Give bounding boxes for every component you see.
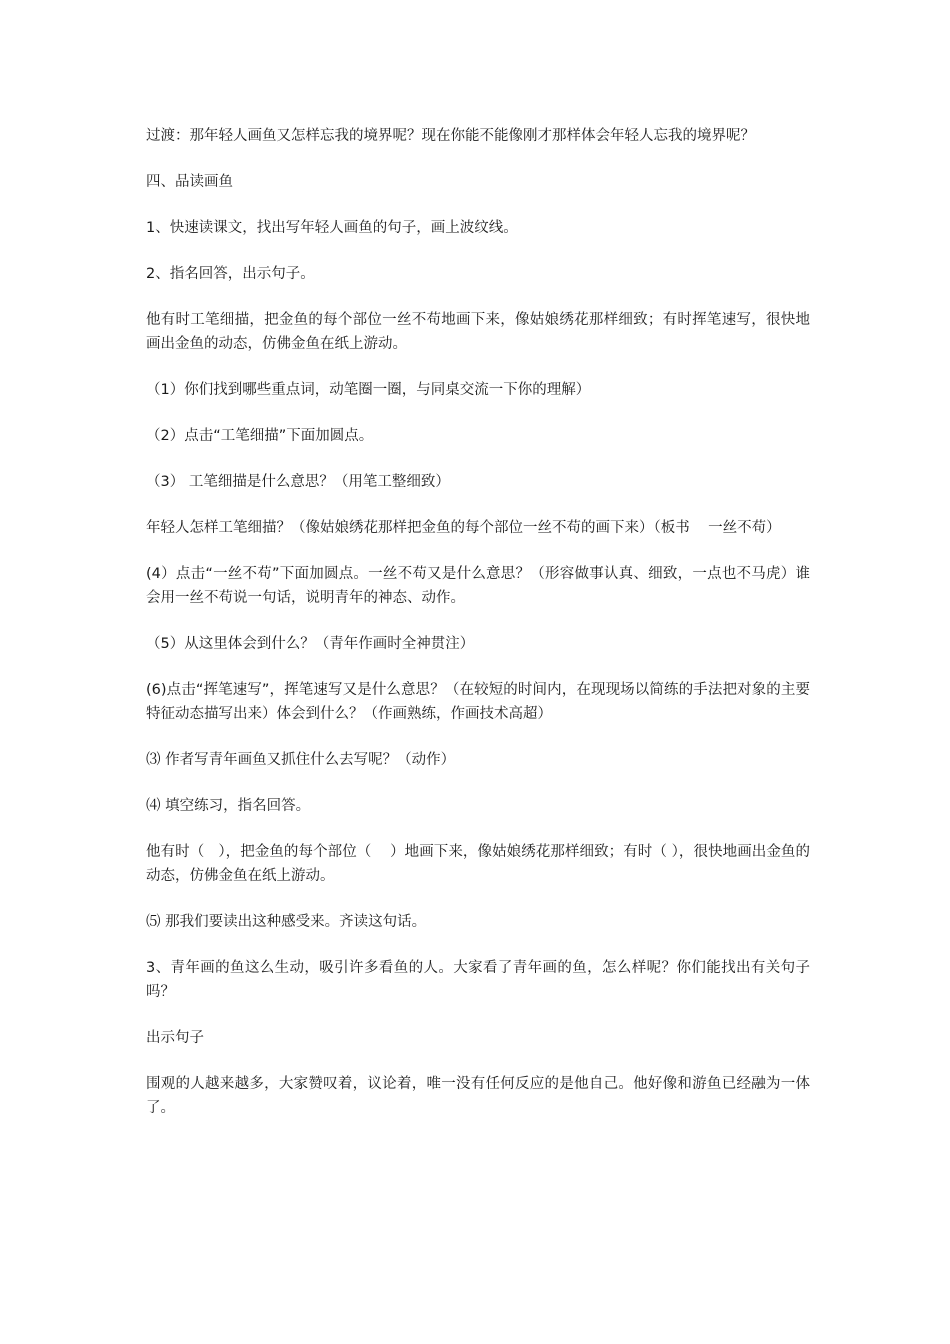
paragraph-item-1: （1）你们找到哪些重点词，动笔圈一圈，与同桌交流一下你的理解） bbox=[146, 382, 591, 398]
paragraph-item-2: （2）点击“工笔细描”下面加圆点。 bbox=[146, 428, 374, 444]
paragraph-transition: 过渡：那年轻人画鱼又怎样忘我的境界呢？现在你能不能像刚才那样体会年轻人忘我的境界呢？ bbox=[146, 128, 755, 144]
paragraph-item-4: (4）点击“一丝不苟”下面加圆点。一丝不苟又是什么意思？（形容做事认真、细致，一点也不马虎）谁会用一丝不苟说一句话，说明青年的神态、动作。 bbox=[146, 566, 810, 606]
paragraph-step-1: 1、快速读课文，找出写年轻人画鱼的句子，画上波纹线。 bbox=[146, 220, 518, 236]
paragraph-item-3b: ⑶ 作者写青年画鱼又抓住什么去写呢？（动作） bbox=[146, 752, 456, 768]
paragraph-item-5b: ⑸ 那我们要读出这种感受来。齐读这句话。 bbox=[146, 914, 427, 930]
paragraph-item-6: (6)点击“挥笔速写”，挥笔速写又是什么意思？（在较短的时间内，在现现场以简练的手法把对象的主要特征动态描写出来）体会到什么？（作画熟练，作画技术高超） bbox=[146, 682, 810, 722]
paragraph-fill-blank: 他有时（ ），把金鱼的每个部位（ ）地画下来，像姑娘绣花那样细致；有时（ ），很快地画出金鱼的动态，仿佛金鱼在纸上游动。 bbox=[146, 844, 810, 884]
document-body bbox=[146, 124, 810, 1142]
paragraph-item-5: （5）从这里体会到什么？（青年作画时全神贯注） bbox=[146, 636, 475, 652]
paragraph-item-3: （3） 工笔细描是什么意思？（用笔工整细致） bbox=[146, 474, 450, 490]
paragraph-show-sentence: 出示句子 bbox=[146, 1030, 204, 1046]
paragraph-item-4b: ⑷ 填空练习，指名回答。 bbox=[146, 798, 311, 814]
paragraph-onlookers: 围观的人越来越多，大家赞叹着，议论着，唯一没有任何反应的是他自己。他好像和游鱼已经融为一体了。 bbox=[146, 1076, 810, 1116]
paragraph-step-2: 2、指名回答，出示句子。 bbox=[146, 266, 315, 282]
paragraph-quote-sentence: 他有时工笔细描，把金鱼的每个部位一丝不苟地画下来，像姑娘绣花那样细致；有时挥笔速写，很快地画出金鱼的动态，仿佛金鱼在纸上游动。 bbox=[146, 312, 810, 352]
paragraph-step-3: 3、青年画的鱼这么生动，吸引许多看鱼的人。大家看了青年画的鱼，怎么样呢？你们能找出有关句子吗？ bbox=[146, 960, 810, 1000]
section-heading-4: 四、品读画鱼 bbox=[146, 174, 233, 190]
paragraph-gongbi-ximiao: 年轻人怎样工笔细描？（像姑娘绣花那样把金鱼的每个部位一丝不苟的画下来）（板书 一丝不苟） bbox=[146, 520, 781, 536]
